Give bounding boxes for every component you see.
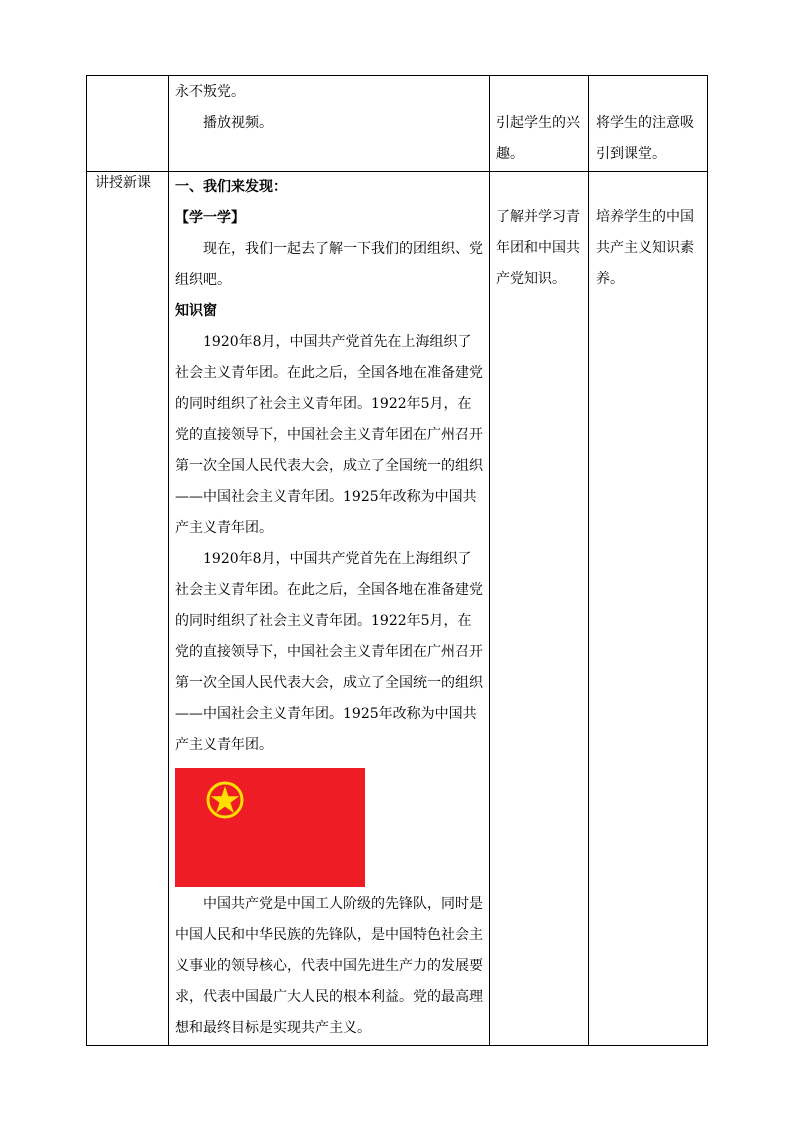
row1-content-cell <box>175 77 483 139</box>
table-border-bottom <box>86 1045 708 1046</box>
youth-league-flag-icon <box>203 778 247 822</box>
row2-content-cell <box>175 172 485 761</box>
table-column-divider-2 <box>489 75 490 1046</box>
section-subheading: 【学一学】 <box>175 210 245 226</box>
row2-stage-label: 讲授新课 <box>95 175 151 191</box>
intro-paragraph: 现在，我们一起去了解一下我们的团组织、党组织吧。 <box>175 241 483 288</box>
youth-league-flag-image <box>175 768 365 887</box>
row2-design-intent: 培养学生的中国共产主义知识素养。 <box>596 209 694 287</box>
table-border-left <box>86 75 87 1046</box>
table-column-divider-1 <box>168 75 169 1046</box>
table-column-divider-3 <box>588 75 589 1046</box>
row1-content-line: 永不叛党。 <box>175 84 245 100</box>
row2-content-cell-lower <box>175 889 485 1044</box>
row2-student-activity: 了解并学习青年团和中国共产党知识。 <box>496 209 580 287</box>
section-heading: 一、我们来发现： <box>175 179 287 195</box>
history-paragraph-1: 1920年8月，中国共产党首先在上海组织了社会主义青年团。在此之后，全国各地在准备建党的同时组织了社会主义青年团。1922年5月，在党的直接领导下，中国社会主义青年团在广州召开第一次全国人民代表大会，成立了全国统一的组织——中国社会主义青年团。1925年改称为中国共产主义青年团。 <box>175 334 483 536</box>
table-border-right <box>707 75 708 1046</box>
row1-content-line: 播放视频。 <box>203 115 273 131</box>
history-paragraph-2: 1920年8月，中国共产党首先在上海组织了社会主义青年团。在此之后，全国各地在准备建党的同时组织了社会主义青年团。1922年5月，在党的直接领导下，中国社会主义青年团在广州召开第一次全国人民代表大会，成立了全国统一的组织——中国社会主义青年团。1925年改称为中国共产主义青年团。 <box>175 551 483 753</box>
knowledge-window-label: 知识窗 <box>175 303 217 319</box>
row1-student-activity: 引起学生的兴趣。 <box>496 115 580 162</box>
row1-design-intent: 将学生的注意吸引到课堂。 <box>596 115 694 162</box>
party-paragraph: 中国共产党是中国工人阶级的先锋队，同时是中国人民和中华民族的先锋队，是中国特色社会主义事业的领导核心，代表中国先进生产力的发展要求，代表中国最广大人民的根本利益。党的最高理想和最终目标是实现共产主义。 <box>175 896 483 1036</box>
table-border-top <box>86 75 708 76</box>
